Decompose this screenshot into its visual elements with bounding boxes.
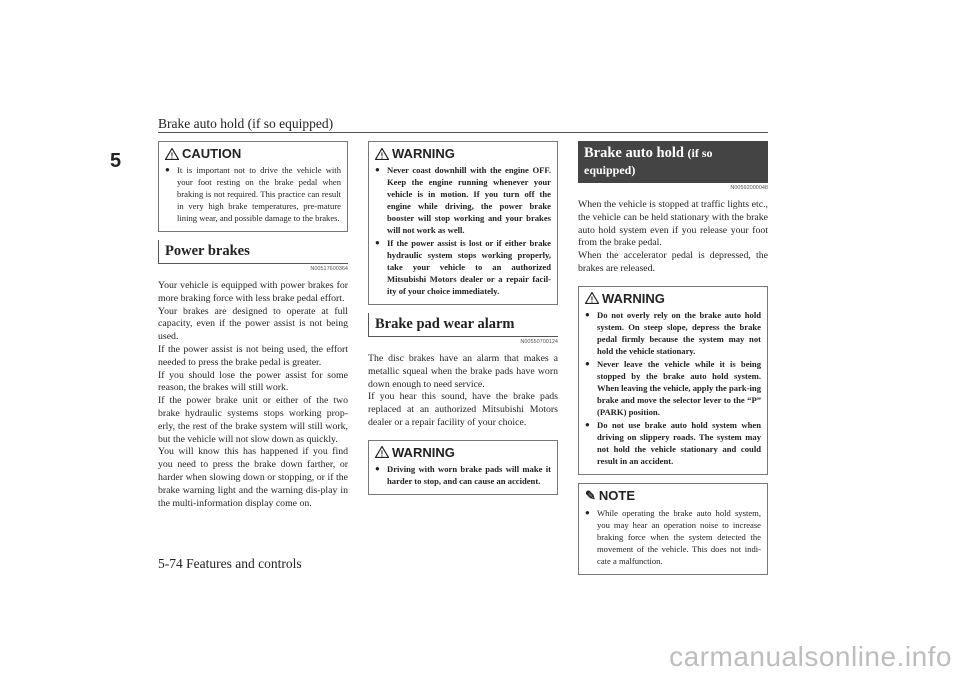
warning-icon bbox=[375, 446, 389, 458]
svg-text:!: ! bbox=[590, 295, 594, 305]
caution-label: CAUTION bbox=[182, 146, 242, 161]
warning-icon bbox=[585, 292, 599, 304]
paragraph: Your vehicle is equipped with power brakes for more braking force with less brake pedal effort. bbox=[158, 280, 348, 304]
warning-list bbox=[585, 309, 761, 467]
section-code: N00592000048 bbox=[730, 185, 768, 191]
warning-box bbox=[368, 141, 558, 305]
power-brakes-body bbox=[158, 280, 348, 510]
warning-list bbox=[375, 463, 551, 487]
list-item: ● While operating the brake auto hold system, you may hear an operation noise to increase braking force when the system detected the movement of the vehicle. This does not indi-cate a malfunction. bbox=[585, 507, 761, 567]
paragraph: If you hear this sound, have the brake pads replaced at an authorized Mitsubishi Motors dealer or a repair facility of your choice. bbox=[368, 391, 558, 428]
watermark: carmanualsonline.info bbox=[669, 641, 952, 672]
warning-box bbox=[368, 440, 558, 495]
column-1 bbox=[158, 141, 348, 510]
svg-text:!: ! bbox=[170, 151, 174, 160]
note-list bbox=[585, 507, 761, 567]
paragraph: If you should lose the power assist for some reason, the brakes will still work. bbox=[158, 369, 348, 394]
warning-label: WARNING bbox=[392, 146, 455, 161]
paragraph: If the power assist is not being used, the effort needed to press the brake pedal is greater. bbox=[158, 343, 348, 368]
section-title-auto-hold: Brake auto hold (if so equipped) bbox=[578, 141, 768, 183]
column-3 bbox=[578, 141, 768, 583]
svg-text:!: ! bbox=[380, 449, 384, 459]
pad-alarm-body bbox=[368, 353, 558, 430]
paragraph: The disc brakes have an alarm that makes a metallic squeal when the brake pads have worn down enough to need service. bbox=[368, 353, 558, 390]
section-title-pad-alarm: Brake pad wear alarm bbox=[368, 313, 558, 337]
warning-list bbox=[375, 164, 551, 297]
caution-icon bbox=[165, 148, 179, 160]
paragraph: If the power brake unit or either of the two brake hydraulic systems stops working prop-erly, the rest of the brake system will still work, but the vehicle will not slow down as quickly. bbox=[158, 395, 348, 445]
section-code: N00517600364 bbox=[310, 266, 348, 272]
list-item: ● Do not use brake auto hold system when driving on slippery roads. The system may not hold the vehicle stationary and could result in an accident. bbox=[585, 419, 761, 467]
list-item: ● Never coast downhill with the engine OFF. Keep the engine running whenever your vehicle is in motion. If you turn off the engine while driving, the power brake booster will stop working and your brakes will not work as well. bbox=[375, 164, 551, 236]
warning-label: WARNING bbox=[602, 290, 665, 306]
paragraph: Your brakes are designed to operate at full capacity, even if the power assist is not being used. bbox=[158, 305, 348, 343]
section-code: N00550700124 bbox=[520, 339, 558, 345]
svg-text:!: ! bbox=[380, 151, 384, 160]
auto-hold-body bbox=[578, 199, 768, 276]
warning-box bbox=[578, 286, 768, 475]
list-item: ● Never leave the vehicle while it is being stopped by the brake auto hold system. When leaving the vehicle, apply the park-ing brake and move the selector lever to the “P” (PARK) position. bbox=[585, 358, 761, 418]
header-rule bbox=[158, 132, 768, 133]
paragraph: You will know this has happened if you find you need to press the brake down farther, or harder when slowing down or stopping, or if the brake warning light and the warning dis-play in the multi-information display come on. bbox=[158, 446, 348, 509]
paragraph: When the accelerator pedal is depressed, the brakes are released. bbox=[578, 250, 768, 274]
page-header-title: Brake auto hold (if so equipped) bbox=[158, 116, 334, 131]
caution-list bbox=[165, 164, 341, 224]
note-label: NOTE bbox=[598, 488, 636, 504]
list-item: ● Do not overly rely on the brake auto hold system. On steep slope, depress the brake pedal firmly because the system may not hold the vehicle stationary. bbox=[585, 309, 761, 357]
chapter-tab: 5 bbox=[110, 150, 122, 172]
warning-icon bbox=[375, 148, 389, 160]
column-2 bbox=[368, 141, 558, 503]
list-item: ● Driving with worn brake pads will make it harder to stop, and can cause an accident. bbox=[375, 463, 551, 487]
pencil-icon: ✎ bbox=[585, 487, 596, 503]
page-footer: 5-74 Features and controls bbox=[158, 556, 302, 571]
caution-box bbox=[158, 141, 348, 232]
note-box bbox=[578, 483, 768, 575]
warning-label: WARNING bbox=[392, 444, 455, 460]
list-item: ● It is important not to drive the vehicle with your foot resting on the brake pedal when braking is not required. This practice can result in very high brake temperatures, pre-mature lining wear, and possible damage to the brakes. bbox=[165, 164, 341, 224]
list-item: ● If the power assist is lost or if either brake hydraulic system stops working properly, take your vehicle to an authorized Mitsubishi Motors dealer or a repair facil-ity of your choice immediately. bbox=[375, 237, 551, 297]
section-title-power-brakes: Power brakes bbox=[158, 240, 348, 264]
paragraph: When the vehicle is stopped at traffic lights etc., the vehicle can be held stationary with the brake auto hold system even if you release your foot from the brake pedal. bbox=[578, 199, 768, 249]
